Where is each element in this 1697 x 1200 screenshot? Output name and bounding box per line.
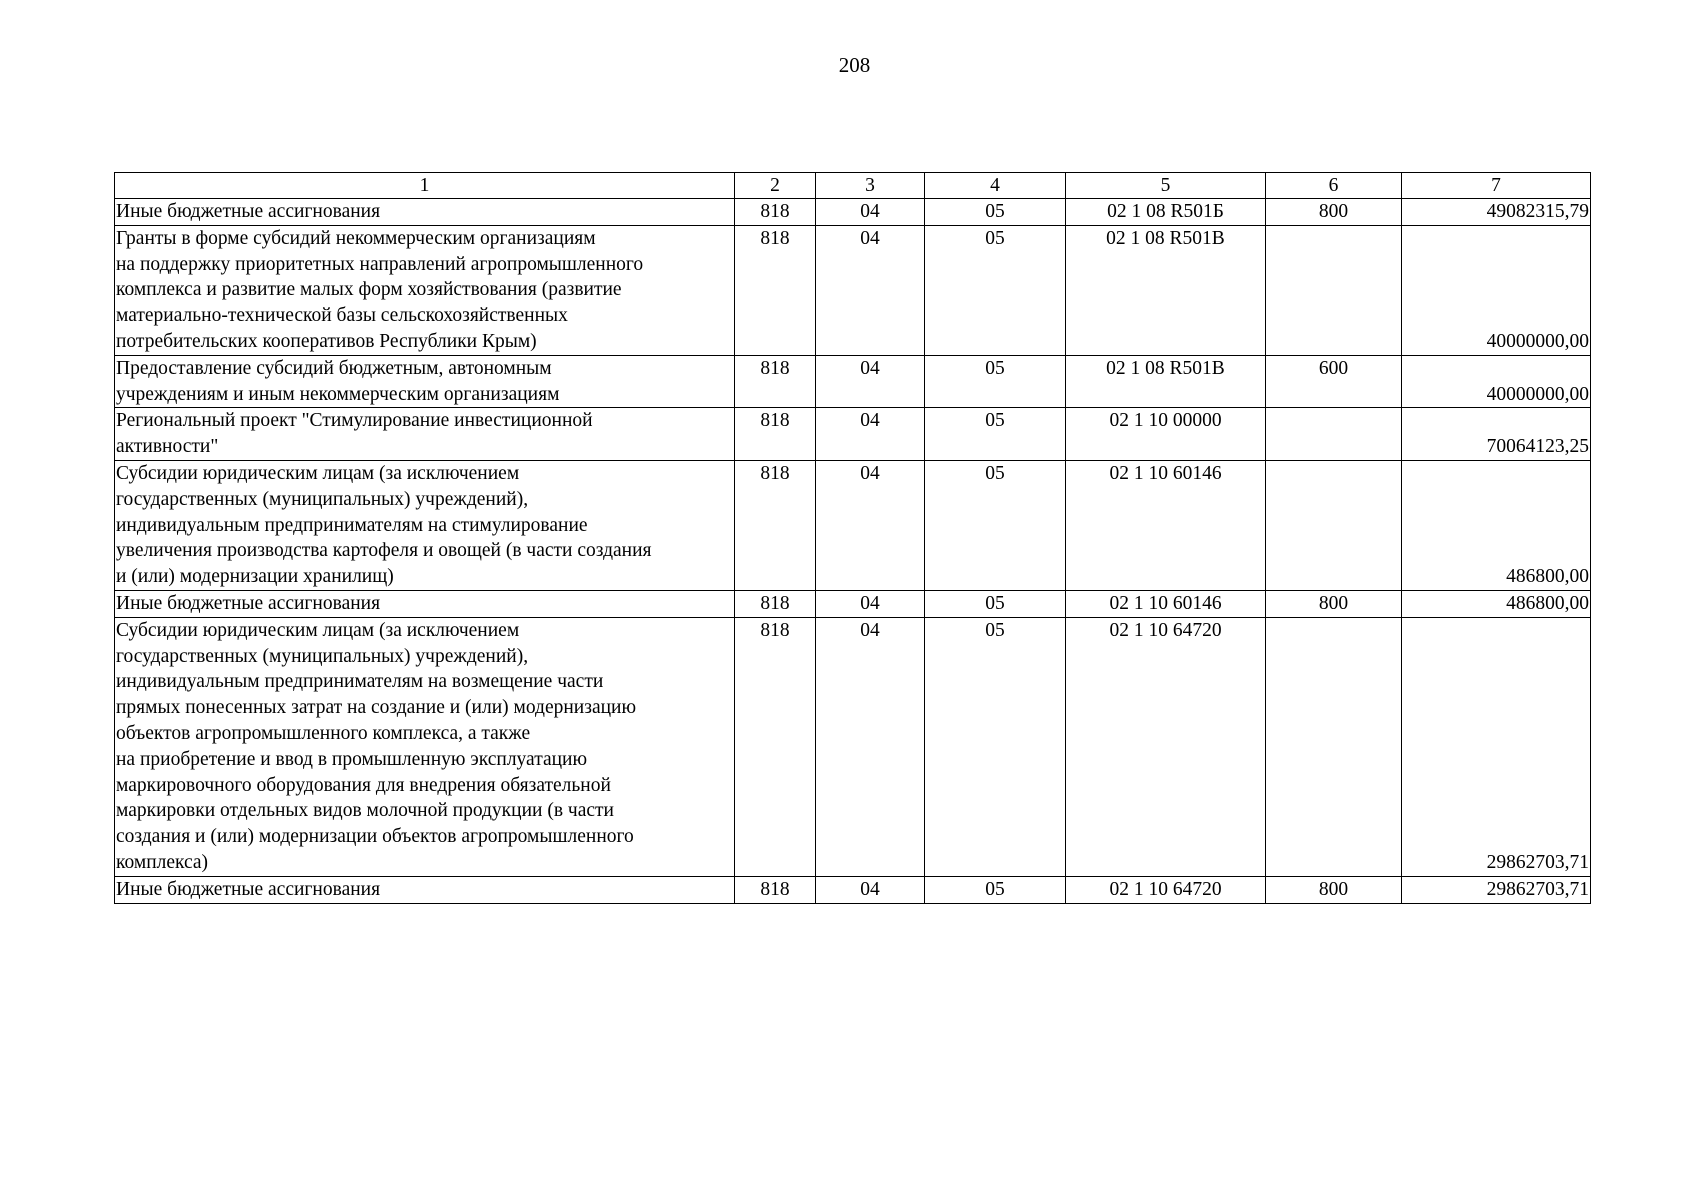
row-code-6: 800 [1266, 199, 1402, 226]
budget-table [114, 172, 1591, 904]
row-code-2: 818 [735, 876, 816, 903]
row-amount: 29862703,71 [1402, 617, 1591, 876]
row-code-4: 05 [925, 199, 1066, 226]
table-row [115, 199, 1591, 226]
row-code-3: 04 [816, 225, 925, 355]
row-name: Предоставление субсидий бюджетным, автономным учреждениям и иным некоммерческим организациям [115, 355, 735, 408]
row-amount: 486800,00 [1402, 460, 1591, 590]
row-code-6 [1266, 408, 1402, 461]
row-name: Гранты в форме субсидий некоммерческим организациям на поддержку приоритетных направлений агропромышленного комплекса и развитие малых форм хозяйствования (развитие материально-технической базы сельскохозяйственных потребительских кооперативов Республики Крым) [115, 225, 735, 355]
row-code-2: 818 [735, 590, 816, 617]
row-code-2: 818 [735, 408, 816, 461]
row-code-5: 02 1 08 R501В [1066, 355, 1266, 408]
column-header: 1 [115, 173, 735, 199]
row-amount: 70064123,25 [1402, 408, 1591, 461]
row-code-5: 02 1 10 64720 [1066, 617, 1266, 876]
row-code-5: 02 1 08 R501Б [1066, 199, 1266, 226]
row-code-5: 02 1 08 R501В [1066, 225, 1266, 355]
row-code-6: 600 [1266, 355, 1402, 408]
column-header: 4 [925, 173, 1066, 199]
row-code-2: 818 [735, 460, 816, 590]
row-code-4: 05 [925, 225, 1066, 355]
row-name: Субсидии юридическим лицам (за исключением государственных (муниципальных) учреждений), индивидуальным предпринимателям на стимулирование увеличения производства картофеля и овощей (в части создания и (или) модернизации хранилищ) [115, 460, 735, 590]
row-name: Иные бюджетные ассигнования [115, 199, 735, 226]
table-row [115, 617, 1591, 876]
row-code-4: 05 [925, 590, 1066, 617]
row-code-6 [1266, 225, 1402, 355]
table-row [115, 225, 1591, 355]
table-row [115, 408, 1591, 461]
table-row [115, 876, 1591, 903]
row-code-5: 02 1 10 60146 [1066, 590, 1266, 617]
row-amount: 29862703,71 [1402, 876, 1591, 903]
row-code-3: 04 [816, 460, 925, 590]
row-code-5: 02 1 10 00000 [1066, 408, 1266, 461]
row-code-2: 818 [735, 225, 816, 355]
row-code-3: 04 [816, 408, 925, 461]
row-code-2: 818 [735, 617, 816, 876]
row-amount: 486800,00 [1402, 590, 1591, 617]
row-amount: 40000000,00 [1402, 355, 1591, 408]
row-code-5: 02 1 10 64720 [1066, 876, 1266, 903]
row-code-5: 02 1 10 60146 [1066, 460, 1266, 590]
table-header-row [115, 173, 1591, 199]
row-code-4: 05 [925, 460, 1066, 590]
row-amount: 49082315,79 [1402, 199, 1591, 226]
row-amount: 40000000,00 [1402, 225, 1591, 355]
row-code-2: 818 [735, 199, 816, 226]
row-code-6: 800 [1266, 590, 1402, 617]
table-row [115, 460, 1591, 590]
row-code-3: 04 [816, 876, 925, 903]
row-code-3: 04 [816, 355, 925, 408]
row-code-2: 818 [735, 355, 816, 408]
row-name: Региональный проект "Стимулирование инвестиционной активности" [115, 408, 735, 461]
row-code-6 [1266, 617, 1402, 876]
row-code-3: 04 [816, 617, 925, 876]
row-code-3: 04 [816, 590, 925, 617]
column-header: 7 [1402, 173, 1591, 199]
column-header: 6 [1266, 173, 1402, 199]
row-code-3: 04 [816, 199, 925, 226]
row-name: Иные бюджетные ассигнования [115, 876, 735, 903]
column-header: 5 [1066, 173, 1266, 199]
row-code-4: 05 [925, 617, 1066, 876]
column-header: 2 [735, 173, 816, 199]
row-code-6 [1266, 460, 1402, 590]
row-name: Субсидии юридическим лицам (за исключением государственных (муниципальных) учреждений), индивидуальным предпринимателям на возмещение части прямых понесенных затрат на создание и (или) модернизацию объектов агропромышленного комплекса, а также на приобретение и ввод в промышленную эксплуатацию маркировочного оборудования для внедрения обязательной маркировки отдельных видов молочной продукции (в части создания и (или) модернизации объектов агропромышленного комплекса) [115, 617, 735, 876]
row-code-4: 05 [925, 355, 1066, 408]
table-row [115, 590, 1591, 617]
row-code-4: 05 [925, 408, 1066, 461]
row-code-6: 800 [1266, 876, 1402, 903]
column-header: 3 [816, 173, 925, 199]
row-name: Иные бюджетные ассигнования [115, 590, 735, 617]
table-row [115, 355, 1591, 408]
page-number: 208 [838, 53, 871, 77]
row-code-4: 05 [925, 876, 1066, 903]
